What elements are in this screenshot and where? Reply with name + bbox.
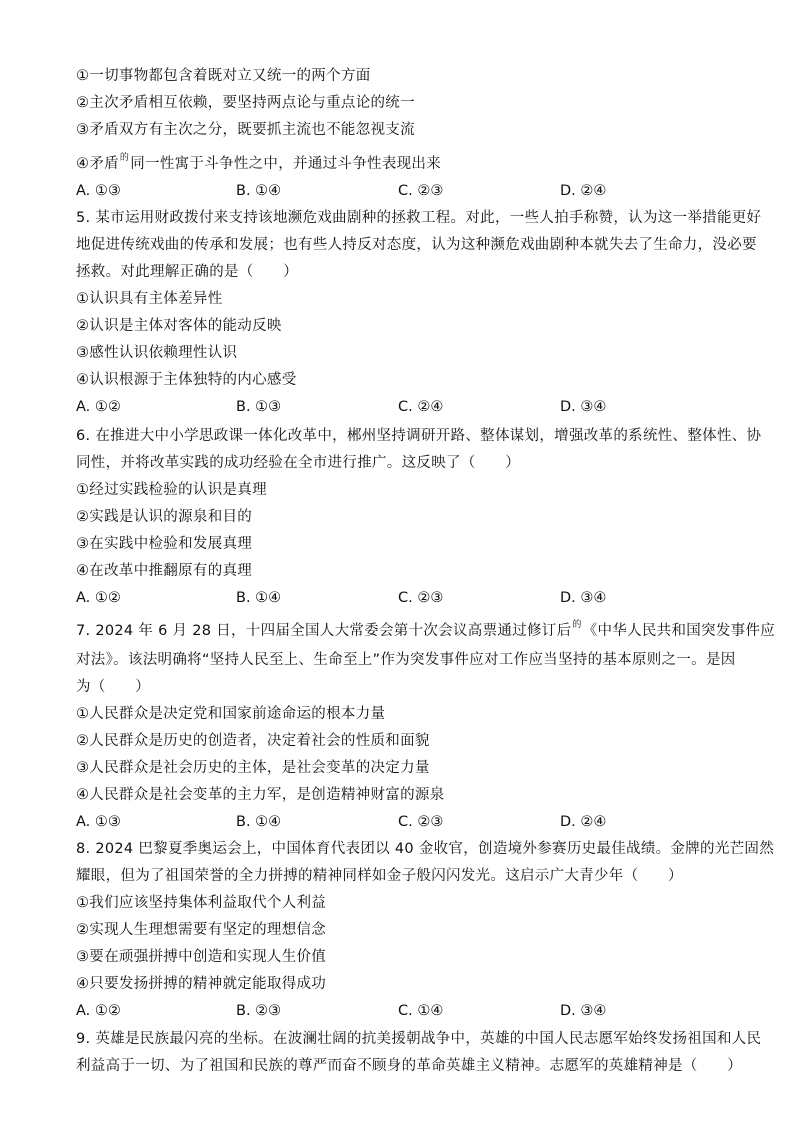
q5-stem-line-3: 拯救。对此理解正确的是（ ） — [76, 264, 298, 280]
q7-stem-line-2: 对法》。该法明确将“坚持人民至上、生命至上”作为突发事件应对工作应当坚持的基本原则之一。是因 — [76, 652, 736, 668]
q8-option-a[interactable]: A. ①② — [76, 1003, 121, 1019]
q8-item-4: ④只要发扬拼搏的精神就定能取得成功 — [76, 976, 327, 992]
q8-stem-line-2: 耀眼，但为了祖国荣誉的全力拼搏的精神同样如金子般闪闪发光。这启示广大青少年（ ） — [76, 868, 683, 884]
q7-item-4: ④人民群众是社会变革的主力军，是创造精神财富的源泉 — [76, 787, 445, 803]
q6-item-3: ③在实践中检验和发展真理 — [76, 536, 253, 552]
q8-item-2: ②实现人生理想需要有坚定的理想信念 — [76, 922, 327, 938]
q8-option-c[interactable]: C. ①④ — [398, 1003, 444, 1019]
q7-stem-line-1 — [76, 620, 776, 643]
q5-option-b[interactable]: B. ①③ — [236, 399, 282, 415]
q8-option-d[interactable]: D. ③④ — [560, 1003, 607, 1019]
q5-stem-line-1: 5. 某市运用财政拨付来支持该地濒危戏曲剧种的拯救工程。对此，一些人拍手称赞，认为这一举措能更好 — [76, 210, 762, 226]
q4-option-d[interactable]: D. ②④ — [560, 183, 607, 199]
q5-item-4: ④认识根源于主体独特的内心感受 — [76, 372, 297, 388]
q4-item-4-sup: 的 — [119, 153, 130, 163]
q7-option-c[interactable]: C. ②③ — [398, 814, 444, 830]
q4-item-1: ①一切事物都包含着既对立又统一的两个方面 — [76, 68, 371, 84]
q4-item-3: ③矛盾双方有主次之分，既要抓主流也不能忽视支流 — [76, 122, 415, 138]
q5-item-2: ②认识是主体对客体的能动反映 — [76, 318, 282, 334]
q6-stem-line-2: 同性，并将改革实践的成功经验在全市进行推广。这反映了（ ） — [76, 455, 520, 471]
q8-item-3: ③要在顽强拼搏中创造和实现人生价值 — [76, 949, 327, 965]
q6-option-b[interactable]: B. ①④ — [236, 590, 282, 606]
q8-item-1: ①我们应该坚持集体利益取代个人利益 — [76, 895, 327, 911]
q9-stem-line-1: 9. 英雄是民族最闪亮的坐标。在波澜壮阔的抗美援朝战争中，英雄的中国人民志愿军始终发扬祖国和人民 — [76, 1031, 762, 1047]
q7-stem-line-3: 为（ ） — [76, 679, 150, 695]
q6-item-4: ④在改革中推翻原有的真理 — [76, 563, 253, 579]
q5-item-3: ③感性认识依赖理性认识 — [76, 345, 238, 361]
q7-item-1: ①人民群众是决定党和国家前途命运的根本力量 — [76, 706, 386, 722]
q4-item-4 — [76, 154, 724, 176]
q4-option-c[interactable]: C. ②③ — [398, 183, 444, 199]
q7-options — [76, 812, 726, 832]
q7-option-a[interactable]: A. ①③ — [76, 814, 121, 830]
q6-option-a[interactable]: A. ①② — [76, 590, 121, 606]
q7-option-d[interactable]: D. ②④ — [560, 814, 607, 830]
q6-stem-line-1: 6. 在推进大中小学思政课一体化改革中，郴州坚持调研开路、整体谋划，增强改革的系统性、整体性、协 — [76, 428, 762, 444]
q5-option-a[interactable]: A. ①② — [76, 399, 121, 415]
q8-options — [76, 1001, 726, 1021]
q7-stem-part2: 《中华人民共和国突发事件应 — [582, 623, 776, 639]
q7-stem-part1: 7. 2024 年 6 月 28 日，十四届全国人大常委会第十次会议高票通过修订后 — [76, 623, 572, 639]
q8-option-b[interactable]: B. ②③ — [236, 1003, 282, 1019]
q7-item-2: ②人民群众是历史的创造者，决定着社会的性质和面貌 — [76, 733, 430, 749]
q6-item-1: ①经过实践检验的认识是真理 — [76, 482, 267, 498]
q6-options — [76, 588, 726, 608]
q4-item-2: ②主次矛盾相互依赖，要坚持两点论与重点论的统一 — [76, 95, 415, 111]
q6-option-c[interactable]: C. ②③ — [398, 590, 444, 606]
q5-stem-line-2: 地促进传统戏曲的传承和发展；也有些人持反对态度，认为这种濒危戏曲剧种本就失去了生命力，没必要 — [76, 237, 757, 253]
q6-item-2: ②实践是认识的源泉和目的 — [76, 509, 253, 525]
q4-item-4-part2: 同一性寓于斗争性之中，并通过斗争性表现出来 — [130, 156, 442, 172]
q9-stem-line-2: 利益高于一切、为了祖国和民族的尊严而奋不顾身的革命英雄主义精神。志愿军的英雄精神是（ ） — [76, 1058, 742, 1074]
q4-item-4-part1: ④矛盾 — [76, 156, 119, 172]
q7-option-b[interactable]: B. ①④ — [236, 814, 282, 830]
q8-stem-line-1: 8. 2024 巴黎夏季奥运会上，中国体育代表团以 40 金收官，创造境外参赛历史最佳战绩。金牌的光芒固然 — [76, 841, 775, 857]
q5-item-1: ①认识具有主体差异性 — [76, 291, 223, 307]
q5-option-c[interactable]: C. ②④ — [398, 399, 444, 415]
q7-item-3: ③人民群众是社会历史的主体，是社会变革的决定力量 — [76, 760, 430, 776]
q4-option-b[interactable]: B. ①④ — [236, 183, 282, 199]
q4-options — [76, 181, 726, 201]
q7-stem-sup: 的 — [572, 620, 582, 630]
q6-option-d[interactable]: D. ③④ — [560, 590, 607, 606]
q5-option-d[interactable]: D. ③④ — [560, 399, 607, 415]
q4-option-a[interactable]: A. ①③ — [76, 183, 121, 199]
q5-options — [76, 397, 726, 417]
